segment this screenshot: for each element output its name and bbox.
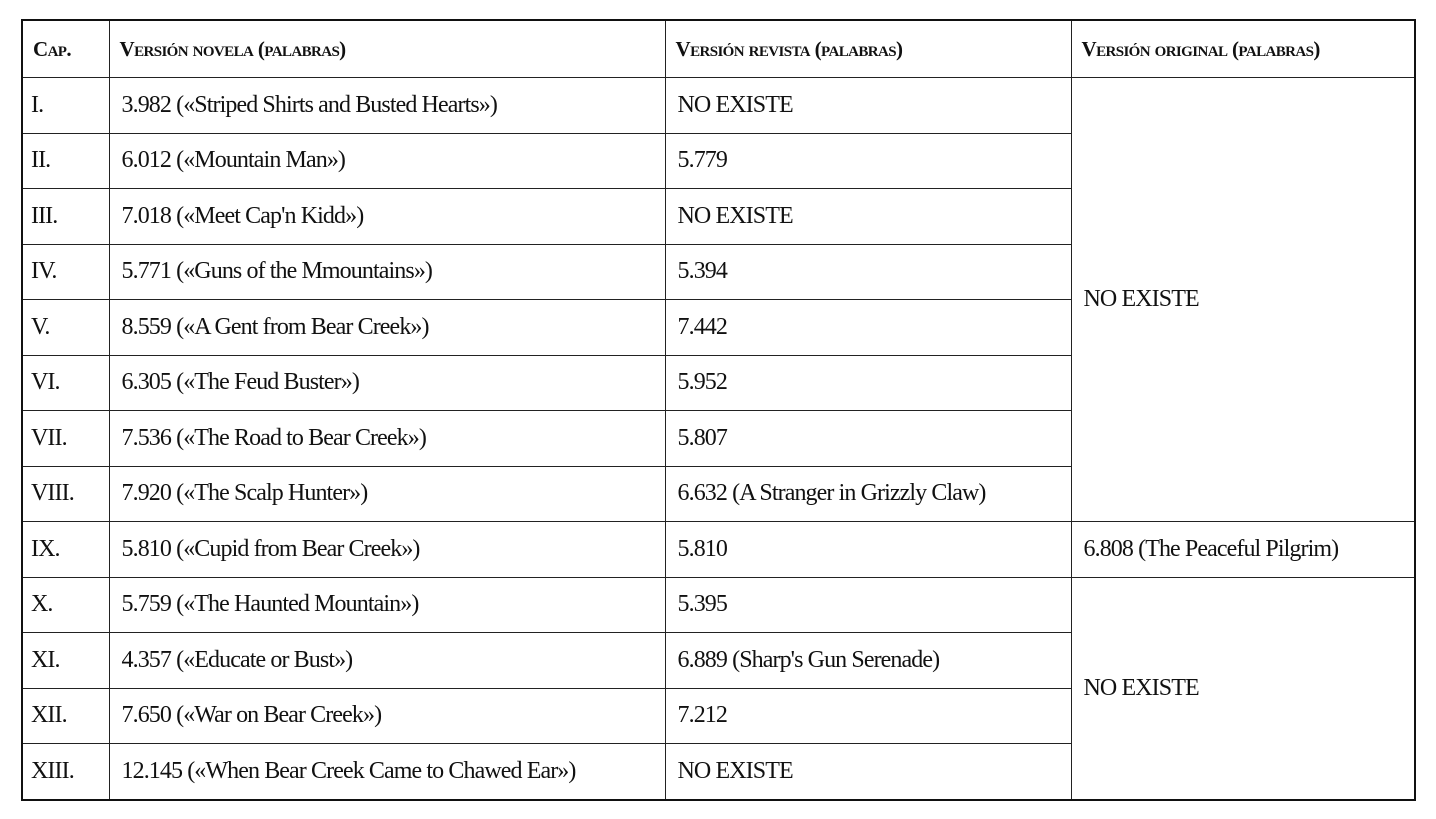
cell-novela: 3.982 («Striped Shirts and Busted Hearts») — [109, 78, 665, 134]
cell-revista: NO EXISTE — [665, 744, 1071, 800]
header-original: Versión original (palabras) — [1071, 20, 1415, 78]
cell-novela: 7.920 («The Scalp Hunter») — [109, 466, 665, 522]
cell-cap: VIII. — [22, 466, 109, 522]
table-row — [22, 577, 1415, 633]
cell-revista: 5.952 — [665, 355, 1071, 411]
cell-cap: II. — [22, 133, 109, 189]
cell-novela: 4.357 («Educate or Bust») — [109, 633, 665, 689]
cell-novela: 12.145 («When Bear Creek Came to Chawed Ear») — [109, 744, 665, 800]
cell-revista: 5.807 — [665, 411, 1071, 467]
cell-novela: 5.759 («The Haunted Mountain») — [109, 577, 665, 633]
cell-cap: XII. — [22, 688, 109, 744]
cell-cap: XIII. — [22, 744, 109, 800]
cell-original: NO EXISTE — [1071, 78, 1415, 522]
cell-novela: 5.810 («Cupid from Bear Creek») — [109, 522, 665, 578]
cell-cap: V. — [22, 300, 109, 356]
cell-novela: 7.536 («The Road to Bear Creek») — [109, 411, 665, 467]
cell-novela: 6.305 («The Feud Buster») — [109, 355, 665, 411]
cell-revista: 5.810 — [665, 522, 1071, 578]
cell-cap: IX. — [22, 522, 109, 578]
header-cap: Cap. — [22, 20, 109, 78]
cell-revista: NO EXISTE — [665, 189, 1071, 245]
cell-novela: 8.559 («A Gent from Bear Creek») — [109, 300, 665, 356]
header-novela: Versión novela (palabras) — [109, 20, 665, 78]
cell-cap: X. — [22, 577, 109, 633]
cell-cap: IV. — [22, 244, 109, 300]
cell-original: NO EXISTE — [1071, 577, 1415, 800]
cell-novela: 6.012 («Mountain Man») — [109, 133, 665, 189]
header-row — [22, 20, 1415, 78]
cell-novela: 5.771 («Guns of the Mmountains») — [109, 244, 665, 300]
table-row — [22, 78, 1415, 134]
cell-novela: 7.650 («War on Bear Creek») — [109, 688, 665, 744]
cell-cap: XI. — [22, 633, 109, 689]
table-row — [22, 522, 1415, 578]
cell-revista: 7.212 — [665, 688, 1071, 744]
cell-revista: 6.889 (Sharp's Gun Serenade) — [665, 633, 1071, 689]
cell-original: 6.808 (The Peaceful Pilgrim) — [1071, 522, 1415, 578]
cell-revista: 7.442 — [665, 300, 1071, 356]
cell-revista: 5.395 — [665, 577, 1071, 633]
cell-cap: VI. — [22, 355, 109, 411]
cell-cap: III. — [22, 189, 109, 245]
cell-cap: I. — [22, 78, 109, 134]
table-container — [21, 19, 1416, 801]
cell-cap: VII. — [22, 411, 109, 467]
cell-revista: 6.632 (A Stranger in Grizzly Claw) — [665, 466, 1071, 522]
cell-revista: 5.779 — [665, 133, 1071, 189]
chapter-word-count-table — [21, 19, 1416, 801]
header-revista: Versión revista (palabras) — [665, 20, 1071, 78]
cell-revista: NO EXISTE — [665, 78, 1071, 134]
cell-revista: 5.394 — [665, 244, 1071, 300]
cell-novela: 7.018 («Meet Cap'n Kidd») — [109, 189, 665, 245]
